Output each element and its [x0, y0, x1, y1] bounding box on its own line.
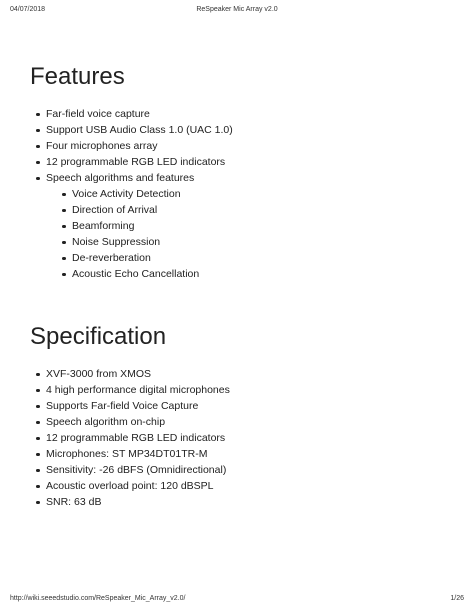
specification-list — [30, 366, 454, 510]
speech-features-sublist — [46, 186, 454, 282]
page-content — [30, 62, 454, 510]
list-item: Acoustic overload point: 120 dBSPL — [36, 478, 454, 494]
sub-list-item: De-reverberation — [62, 250, 454, 266]
list-item: Speech algorithm on-chip — [36, 414, 454, 430]
features-heading: Features — [30, 63, 125, 90]
list-item: XVF-3000 from XMOS — [36, 366, 454, 382]
page-header — [10, 6, 464, 18]
list-item-label: Speech algorithms and features — [46, 172, 195, 184]
features-section — [30, 62, 454, 282]
list-item-with-sublist — [36, 170, 454, 282]
specification-heading: Specification — [30, 323, 167, 350]
list-item: Supports Far-field Voice Capture — [36, 398, 454, 414]
list-item: Far-field voice capture — [36, 106, 454, 122]
specification-section — [30, 322, 454, 510]
list-item: Four microphones array — [36, 138, 454, 154]
print-date: 04/07/2018 — [10, 6, 46, 13]
page-footer — [10, 595, 464, 607]
features-list — [30, 106, 454, 282]
sub-list-item: Acoustic Echo Cancellation — [62, 266, 454, 282]
list-item: 12 programmable RGB LED indicators — [36, 154, 454, 170]
list-item: SNR: 63 dB — [36, 494, 454, 510]
document-title: ReSpeaker Mic Array v2.0 — [196, 6, 278, 13]
sub-list-item: Direction of Arrival — [62, 202, 454, 218]
list-item: 4 high performance digital microphones — [36, 382, 454, 398]
sub-list-item: Noise Suppression — [62, 234, 454, 250]
source-url: http://wiki.seeedstudio.com/ReSpeaker_Mic_Array_v2.0/ — [10, 595, 186, 602]
sub-list-item: Voice Activity Detection — [62, 186, 454, 202]
sub-list-item: Beamforming — [62, 218, 454, 234]
page-number: 1/26 — [450, 595, 464, 602]
list-item: Sensitivity: -26 dBFS (Omnidirectional) — [36, 462, 454, 478]
list-item: Support USB Audio Class 1.0 (UAC 1.0) — [36, 122, 454, 138]
list-item: Microphones: ST MP34DT01TR-M — [36, 446, 454, 462]
list-item: 12 programmable RGB LED indicators — [36, 430, 454, 446]
